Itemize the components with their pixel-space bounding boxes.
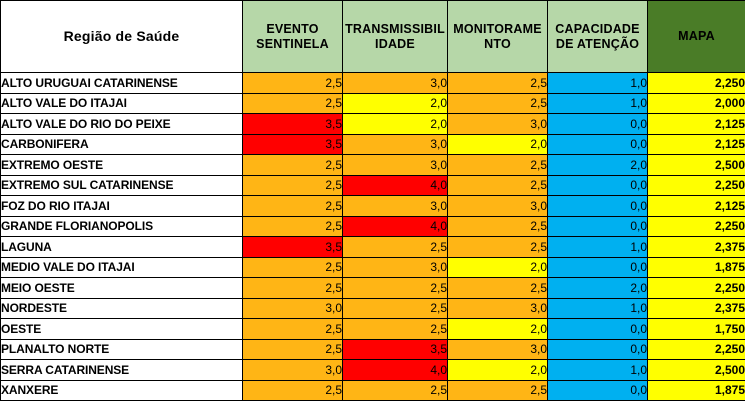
mapa-score-cell: 2,000 [648,93,745,114]
mapa-score-cell: 1,750 [648,319,745,340]
indicator-score-cell: 0,0 [548,216,648,237]
region-name-cell: FOZ DO RIO ITAJAI [1,196,243,217]
indicator-score-cell: 2,0 [448,134,548,155]
indicator-score-cell: 2,5 [448,216,548,237]
table-row [1,257,745,278]
column-header-capacidade-de-atencao: CAPACIDADE DE ATENÇÃO [548,1,648,73]
table-row [1,216,745,237]
mapa-score-cell: 2,375 [648,298,745,319]
table-row [1,196,745,217]
indicator-score-cell: 0,0 [548,319,648,340]
indicator-score-cell: 4,0 [343,175,448,196]
table-row [1,114,745,135]
column-header-region: Região de Saúde [1,1,243,73]
indicator-score-cell: 2,5 [343,237,448,258]
indicator-score-cell: 0,0 [548,196,648,217]
mapa-score-cell: 2,500 [648,155,745,176]
indicator-score-cell: 2,5 [448,175,548,196]
indicator-score-cell: 0,0 [548,257,648,278]
indicator-score-cell: 2,0 [343,114,448,135]
indicator-score-cell: 2,0 [548,278,648,299]
indicator-score-cell: 1,0 [548,73,648,94]
region-name-cell: MEDIO VALE DO ITAJAI [1,257,243,278]
indicator-score-cell: 3,0 [343,155,448,176]
indicator-score-cell: 2,5 [243,93,343,114]
indicator-score-cell: 2,5 [343,278,448,299]
indicator-score-cell: 4,0 [343,216,448,237]
region-name-cell: EXTREMO OESTE [1,155,243,176]
mapa-score-cell: 2,125 [648,134,745,155]
table-row [1,360,745,381]
mapa-score-cell: 2,125 [648,196,745,217]
indicator-score-cell: 3,0 [448,298,548,319]
region-name-cell: OESTE [1,319,243,340]
region-name-cell: NORDESTE [1,298,243,319]
table-row [1,278,745,299]
indicator-score-cell: 1,0 [548,93,648,114]
indicator-score-cell: 2,0 [448,319,548,340]
table-row [1,298,745,319]
indicator-score-cell: 2,5 [448,155,548,176]
column-header-monitoramento: MONITORAME NTO [448,1,548,73]
table-row [1,175,745,196]
indicator-score-cell: 2,5 [243,319,343,340]
indicator-score-cell: 3,0 [448,339,548,360]
indicator-score-cell: 3,0 [343,257,448,278]
region-name-cell: LAGUNA [1,237,243,258]
indicator-score-cell: 3,0 [343,73,448,94]
table-row [1,134,745,155]
indicator-score-cell: 3,0 [343,134,448,155]
region-name-cell: SERRA CATARINENSE [1,360,243,381]
indicator-score-cell: 2,5 [243,257,343,278]
indicator-score-cell: 3,5 [243,114,343,135]
indicator-score-cell: 2,5 [448,73,548,94]
region-name-cell: ALTO URUGUAI CATARINENSE [1,73,243,94]
indicator-score-cell: 2,5 [243,216,343,237]
table-row [1,73,745,94]
indicator-score-cell: 3,0 [243,360,343,381]
indicator-score-cell: 2,5 [448,237,548,258]
table-row [1,380,745,401]
indicator-score-cell: 2,5 [243,73,343,94]
indicator-score-cell: 3,5 [243,134,343,155]
table-row [1,237,745,258]
mapa-score-cell: 2,250 [648,73,745,94]
mapa-score-cell: 2,250 [648,339,745,360]
indicator-score-cell: 2,5 [343,319,448,340]
indicator-score-cell: 3,0 [448,114,548,135]
indicator-score-cell: 0,0 [548,380,648,401]
region-name-cell: ALTO VALE DO RIO DO PEIXE [1,114,243,135]
indicator-score-cell: 0,0 [548,339,648,360]
indicator-score-cell: 3,0 [343,196,448,217]
column-header-evento-sentinela: EVENTO SENTINELA [243,1,343,73]
indicator-score-cell: 2,0 [448,257,548,278]
mapa-score-cell: 2,125 [648,114,745,135]
indicator-score-cell: 2,5 [243,339,343,360]
indicator-score-cell: 2,5 [243,155,343,176]
indicator-score-cell: 2,5 [448,380,548,401]
indicator-score-cell: 0,0 [548,134,648,155]
indicator-score-cell: 3,5 [343,339,448,360]
mapa-score-cell: 1,875 [648,380,745,401]
indicator-score-cell: 3,5 [243,237,343,258]
region-name-cell: CARBONIFERA [1,134,243,155]
indicator-score-cell: 2,0 [343,93,448,114]
indicator-score-cell: 2,5 [243,175,343,196]
column-header-mapa: MAPA [648,1,745,73]
table-row [1,319,745,340]
table-body [1,73,745,401]
region-name-cell: ALTO VALE DO ITAJAI [1,93,243,114]
mapa-score-cell: 2,500 [648,360,745,381]
indicator-score-cell: 3,0 [448,196,548,217]
indicator-score-cell: 0,0 [548,114,648,135]
mapa-score-cell: 2,250 [648,175,745,196]
indicator-score-cell: 2,0 [448,360,548,381]
region-name-cell: MEIO OESTE [1,278,243,299]
indicator-score-cell: 2,5 [243,196,343,217]
mapa-score-cell: 2,250 [648,216,745,237]
indicator-score-cell: 1,0 [548,237,648,258]
indicator-score-cell: 4,0 [343,360,448,381]
indicator-score-cell: 1,0 [548,360,648,381]
region-name-cell: GRANDE FLORIANOPOLIS [1,216,243,237]
indicator-score-cell: 2,5 [243,278,343,299]
indicator-score-cell: 2,5 [343,380,448,401]
mapa-score-cell: 2,250 [648,278,745,299]
indicator-score-cell: 3,0 [243,298,343,319]
region-name-cell: EXTREMO SUL CATARINENSE [1,175,243,196]
mapa-score-cell: 1,875 [648,257,745,278]
region-name-cell: PLANALTO NORTE [1,339,243,360]
indicator-score-cell: 2,5 [448,278,548,299]
indicator-score-cell: 2,5 [243,380,343,401]
table-header [1,1,745,73]
mapa-score-cell: 2,375 [648,237,745,258]
indicator-score-cell: 2,5 [343,298,448,319]
table-row [1,339,745,360]
indicator-score-cell: 2,0 [548,155,648,176]
indicator-score-cell: 0,0 [548,175,648,196]
indicator-score-cell: 2,5 [448,93,548,114]
table-row [1,155,745,176]
indicator-score-cell: 1,0 [548,298,648,319]
table-row [1,93,745,114]
column-header-transmissibilidade: TRANSMISSIBIL IDADE [343,1,448,73]
header-row [1,1,745,73]
region-name-cell: XANXERE [1,380,243,401]
